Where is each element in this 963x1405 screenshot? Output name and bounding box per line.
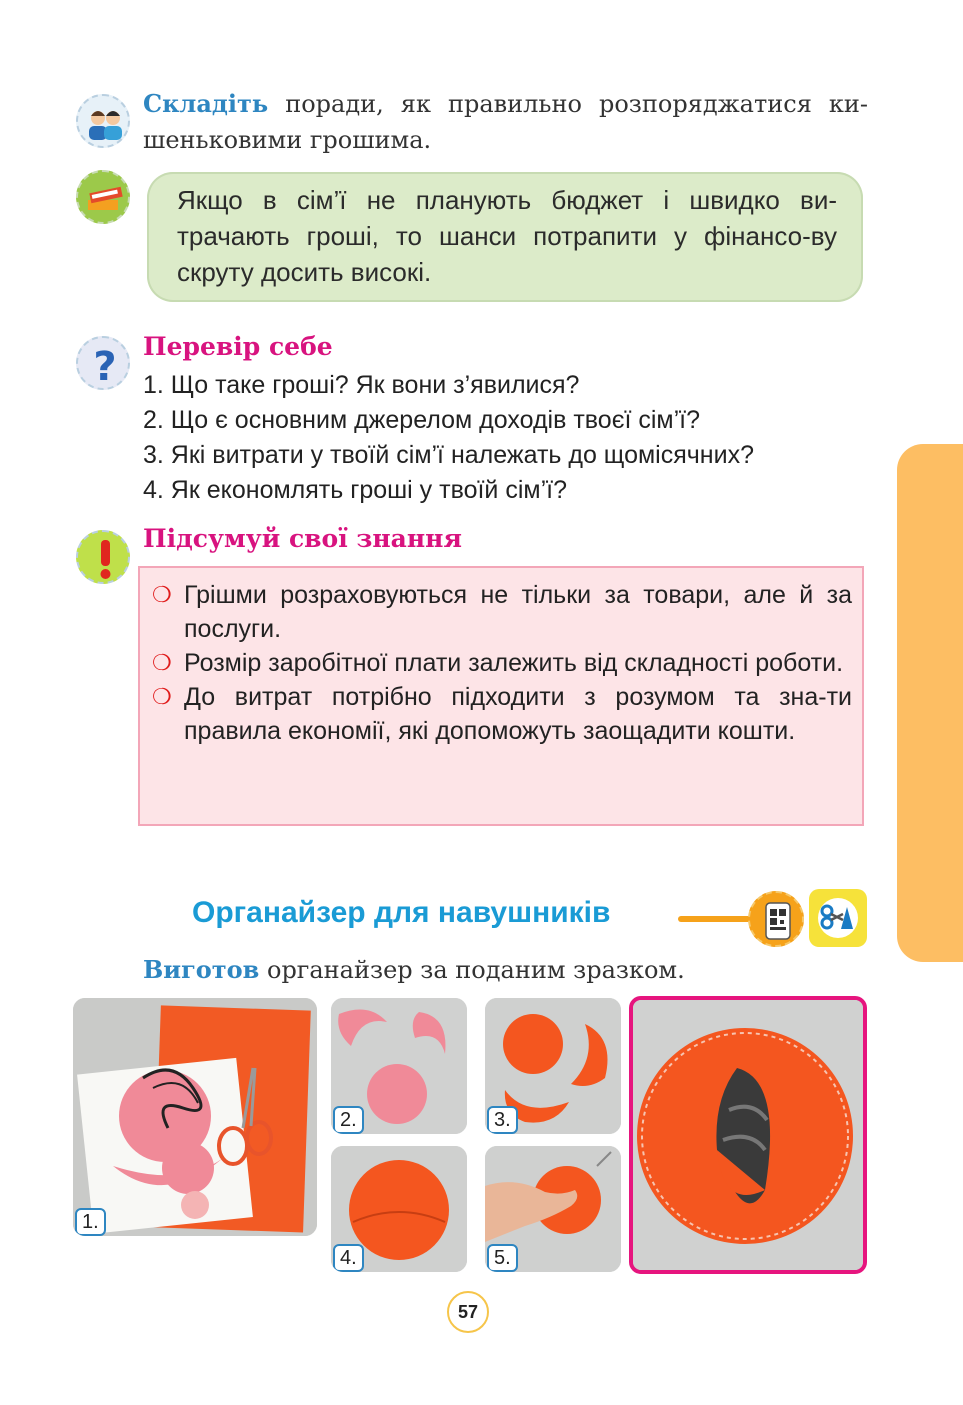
note-text: Якщо в сім’ї не планують бюджет і швидко ви-трачають гроші, то шанси потрапити у фінансо-ву скруту досить високі.	[177, 185, 837, 287]
summary-heading: Підсумуй свої знання	[143, 524, 462, 553]
question-item: 4. Як економлять гроші у твоїй сім’ї?	[143, 476, 567, 504]
photo-materials	[73, 998, 317, 1236]
photo-finished-organizer	[629, 996, 867, 1274]
summary-item	[152, 578, 852, 646]
page-number: 57	[447, 1291, 489, 1333]
bullet-icon: ❍	[152, 684, 172, 709]
summary-item-text: Розмір заробітної плати залежить від складності роботи.	[184, 649, 844, 677]
title-connector-line	[678, 916, 758, 922]
organizer-instruction	[143, 955, 685, 984]
pair-work-icon	[76, 94, 130, 148]
note-box	[147, 172, 863, 302]
exclamation-icon	[76, 530, 130, 584]
photo-label: 4.	[333, 1244, 364, 1272]
bullet-icon: ❍	[152, 582, 172, 607]
instruction-keyword: Виготов	[143, 955, 260, 984]
svg-text:?: ?	[93, 344, 117, 390]
task-rest: поради, як правильно розпоряджатися ки-шеньковими грошима.	[143, 90, 868, 154]
bullet-icon: ❍	[152, 650, 172, 675]
organizer-title: Органайзер для навушників	[192, 896, 611, 929]
photo-label: 3.	[487, 1106, 518, 1134]
qr-code-icon[interactable]	[748, 891, 804, 947]
photo-pink-templates	[331, 998, 467, 1134]
question-item: 3. Які витрати у твоїй сім’ї належать до щомісячних?	[143, 441, 754, 469]
summary-item-text: До витрат потрібно підходити з розумом та зна-ти правила економії, які допоможуть заощадити кошти.	[184, 683, 852, 745]
summary-item-text: Грішми розраховуються не тільки за товари, але й за послуги.	[184, 581, 852, 643]
question-item: 2. Що є основним джерелом доходів твоєї сім’ї?	[143, 406, 700, 434]
summary-box	[138, 566, 864, 826]
instruction-rest: органайзер за поданим зразком.	[259, 956, 685, 984]
summary-list	[152, 578, 852, 748]
question-item: 1. Що таке гроші? Як вони з’явилися?	[143, 371, 580, 399]
photo-felt-circle	[331, 1146, 467, 1272]
question-mark-icon	[76, 336, 130, 390]
books-icon	[76, 170, 130, 224]
photo-felt-pieces	[485, 998, 621, 1134]
craft-tools-icon	[809, 889, 867, 947]
question-list	[143, 368, 754, 508]
chapter-side-tab	[897, 444, 963, 962]
photo-label: 2.	[333, 1106, 364, 1134]
task-keyword: Складіть	[143, 89, 269, 118]
photo-label: 1.	[75, 1208, 106, 1236]
summary-item	[152, 646, 852, 680]
check-heading: Перевір себе	[143, 332, 333, 361]
summary-item	[152, 680, 852, 748]
photo-label: 5.	[487, 1244, 518, 1272]
task-paragraph	[143, 86, 868, 158]
photo-sewing-hand	[485, 1146, 621, 1272]
